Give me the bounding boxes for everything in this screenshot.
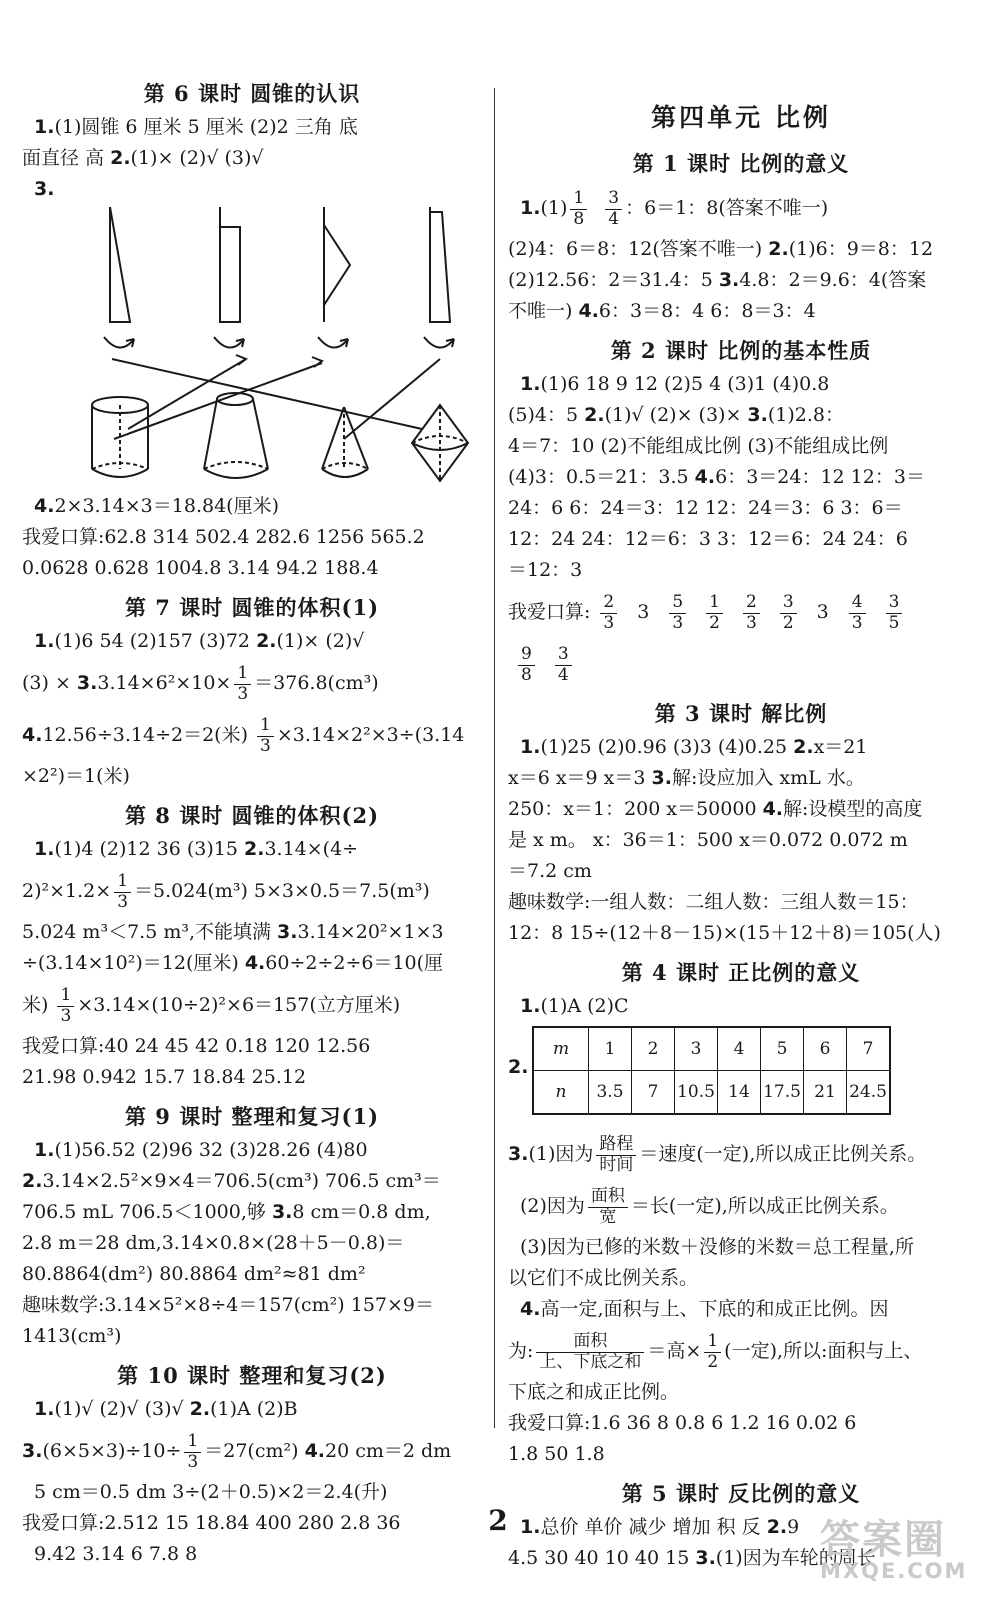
fraction: $\frac{1}{3}$ [257,716,274,756]
page-number: 2 [488,1504,508,1537]
answer-line: 80.8864(dm²) 80.8864 dm²≈81 dm² [22,1263,366,1285]
kousuan-value: 3 [816,601,829,623]
answer-line: (3) × 3.3.14×6²×10× $\frac{1}{3}$ ＝376.8(cm³) [22,662,379,704]
fraction: $\frac{2}{3}$ [600,593,617,633]
rotation-matching-figure [22,207,482,487]
table-cell: 7 [632,1071,675,1115]
table-cell: 14 [718,1071,761,1115]
answer-line: 2.8 m＝28 dm,3.14×0.8×(28＋5－0.8)＝ [22,1232,405,1254]
answer-line: (5)4：5 2.(1)√ (2)× (3)× 3.(1)2.8： [508,404,844,426]
kousuan-line: 21.98 0.942 15.7 18.84 25.12 [22,1066,307,1088]
quwei-line: 1413(cm³) [22,1325,122,1347]
answer-line: 3.(1)因为 $\frac{\text{路程}}{\text{时间}}$ ＝速度(一定),所以成正比例关系。 [508,1133,927,1175]
quwei-line: 趣味数学:一组人数：二组人数：三组人数＝15： [508,891,919,913]
section-title: 第 2 课时 比例的基本性质 [610,338,872,363]
left-column [22,70,482,1570]
fraction: $\frac{1}{2}$ [704,1332,721,1372]
fraction: $\frac{3}{4}$ [555,645,572,685]
answer-line: 5.024 m³＜7.5 m³,不能填满 3.3.14×20²×1×3 [22,921,444,943]
answer-line: 下底之和成正比例。 [508,1381,680,1403]
answer-line: ÷(3.14×10²)＝12(厘米) 4.60÷2÷2÷6＝10(厘 [22,952,444,974]
answer-line: x＝6 x＝9 x＝3 3.解:设应加入 xmL 水。 [508,767,865,789]
table-cell: 3 [675,1027,718,1071]
answer-line: 4＝7：10 (2)不能组成比例 (3)不能组成比例 [508,435,889,457]
table-row [533,1071,890,1115]
section-title: 第 10 课时 整理和复习(2) [117,1363,387,1388]
fraction: $\frac{1}{2}$ [706,593,723,633]
table-header-cell: m [533,1027,589,1071]
cone-cylinder-diagram [22,207,482,487]
proportion-table [532,1026,891,1115]
answer-line: 面直径 高 2.(1)× (2)√ (3)√ [22,147,264,169]
answer-line: 1.(1)25 (2)0.96 (3)3 (4)0.25 2.x＝21 [520,736,868,758]
answer-line: ＝7.2 cm [508,860,592,882]
kousuan-line: 0.0628 0.628 1004.8 3.14 94.2 188.4 [22,557,379,579]
fraction: $\frac{\text{路程}}{\text{时间}}$ [596,1135,636,1175]
answer-line: 4.2×3.14×3＝18.84(厘米) [34,495,279,517]
answer-line: (3)因为已修的米数＋没修的米数＝总工程量,所 [520,1236,914,1258]
table-cell: 4 [718,1027,761,1071]
fraction: $\frac{1}{3}$ [114,872,131,912]
section-title: 第 4 课时 正比例的意义 [621,960,861,985]
section-title: 第 7 课时 圆锥的体积(1) [124,595,380,620]
fraction: $\frac{5}{3}$ [669,593,686,633]
answer-line: 4.5 30 40 10 40 15 3.(1)因为车轮的周长 [508,1547,876,1569]
fraction: $\frac{4}{3}$ [849,593,866,633]
fraction: $\frac{1}{3}$ [57,986,74,1026]
answer-line: 1.(1)56.52 (2)96 32 (3)28.26 (4)80 [34,1139,368,1161]
fraction: $\frac{3}{4}$ [605,189,622,229]
answer-line: 24：6 6：24＝3：12 12：24＝3：6 3：6＝ [508,497,903,519]
answer-line: 1.总价 单价 减少 增加 积 反 2.9 [520,1516,800,1538]
section-title: 第 8 课时 圆锥的体积(2) [124,803,380,828]
table-row [533,1027,890,1071]
answer-line: 1.(1)6 18 9 12 (2)5 4 (3)1 (4)0.8 [520,373,830,395]
table-cell: 5 [761,1027,804,1071]
kousuan-value: 3 [637,601,650,623]
column-divider [494,88,495,1428]
section-title: 第 9 课时 整理和复习(1) [124,1104,380,1129]
answer-line: 1.(1)√ (2)√ (3)√ 2.(1)A (2)B [34,1398,298,1420]
answer-line: (2)12.56：2＝31.4：5 3.4.8：2＝9.6：4(答案 [508,269,927,291]
answer-line: ×2²)＝1(米) [22,765,130,787]
quwei-line: 12：8 15÷(12＋8－15)×(15＋12＋8)＝105(人) [508,922,941,944]
answer-line: 4.高一定,面积与上、下底的和成正比例。因 [520,1298,889,1320]
answer-line: (4)3：0.5＝21：3.5 4.6：3＝24：12 12：3＝ [508,466,925,488]
section-title: 第 3 课时 解比例 [654,701,828,726]
fraction: $\frac{\text{面积}}{\text{上、下底之和}}$ [536,1332,644,1372]
answer-line: 706.5 mL 706.5＜1000,够 3.8 cm＝0.8 dm, [22,1201,431,1223]
answer-line: 250：x＝1：200 x＝50000 4.解:设模型的高度 [508,798,923,820]
fraction: $\frac{1}{3}$ [234,664,251,704]
table-cell: 7 [847,1027,891,1071]
table-cell: 3.5 [589,1071,632,1115]
answer-line: 以它们不成比例关系。 [508,1267,699,1289]
answer-line: 2)²×1.2× $\frac{1}{3}$ ＝5.024(m³) 5×3×0.5＝7.5(m³) [22,870,430,912]
answer-line: (2)因为 $\frac{\text{面积}}{\text{宽}}$ ＝长(一定),所以成正比例关系。 [520,1185,899,1227]
right-column [508,70,974,1574]
table-cell: 2 [632,1027,675,1071]
answer-line: 3.(6×5×3)÷10÷ $\frac{1}{3}$ ＝27(cm²) 4.20 cm＝2 dm [22,1430,452,1472]
section-title: 第 5 课时 反比例的意义 [621,1481,861,1506]
fraction: $\frac{\text{面积}}{\text{宽}}$ [588,1187,628,1227]
answer-line: 不唯一) 4.6：3＝8：4 6：8＝3：4 [508,300,816,322]
proportion-table-block [508,1026,974,1124]
table-header-cell: n [533,1071,589,1115]
watermark-url: MXQE.COM [820,1559,968,1583]
answer-line: ＝12：3 [508,559,583,581]
watermark-logo [820,1508,990,1596]
table-cell: 6 [804,1027,847,1071]
answer-line: (2)4：6＝8：12(答案不唯一) 2.(1)6：9＝8：12 [508,238,934,260]
answer-line: 1.(1)圆锥 6 厘米 5 厘米 (2)2 三角 底 [34,116,358,138]
watermark-text: 答案圈 [820,1517,946,1563]
answer-line: 米) $\frac{1}{3}$ ×3.14×(10÷2)²×6＝157(立方厘米) [22,984,401,1026]
table-cell: 1 [589,1027,632,1071]
answer-line: 是 x m。 x：36＝1：500 x＝0.072 0.072 m [508,829,908,851]
kousuan-line: 1.8 50 1.8 [508,1443,605,1465]
fraction: $\frac{3}{2}$ [780,593,797,633]
fraction: $\frac{1}{3}$ [184,1432,201,1472]
kousuan-fraction-line: 我爱口算: $\frac{2}{3}$ 3 $\frac{5}{3}$ $\frac{1}{2}$ $\frac{2}{3}$ $\frac{3}{2}$ 3 $\frac{4}{3}$ $\frac{3}{5}$ $\frac{9}{8}$ $\frac{3}{4}$ [508,586,974,690]
kousuan-line: 我爱口算:62.8 314 502.4 282.6 1256 565.2 [22,526,425,548]
answer-line: 1.(1)6 54 (2)157 (3)72 2.(1)× (2)√ [34,630,365,652]
kousuan-line: 我爱口算:1.6 36 8 0.8 6 1.2 16 0.02 6 [508,1412,857,1434]
answer-line: 12：24 24：12＝6：3 3：12＝6：24 24：6 [508,528,908,550]
question-number: 2. [508,1056,529,1078]
answer-line: 3. [34,178,55,200]
quwei-line: 趣味数学:3.14×5²×8÷4＝157(cm²) 157×9＝ [22,1294,435,1316]
section-title: 第 1 课时 比例的意义 [632,151,850,176]
answer-line: 5 cm＝0.5 dm 3÷(2＋0.5)×2＝2.4(升) [34,1481,388,1503]
answer-line: 2.3.14×2.5²×9×4＝706.5(cm³) 706.5 cm³＝ [22,1170,441,1192]
table-cell: 24.5 [847,1071,891,1115]
kousuan-line: 9.42 3.14 6 7.8 8 [34,1543,198,1565]
section-title: 第 6 课时 圆锥的认识 [143,81,361,106]
table-cell: 21 [804,1071,847,1115]
answer-line: 1.(1) $\frac{1}{8}$ $\frac{3}{4}$ ：6＝1：8(答案不唯一) [520,187,829,229]
kousuan-line: 我爱口算:2.512 15 18.84 400 280 2.8 36 [22,1512,401,1534]
unit-title: 第四单元 比例 [651,103,831,132]
fraction: $\frac{1}{8}$ [570,189,587,229]
answer-line: 4.12.56÷3.14÷2＝2(米) $\frac{1}{3}$ ×3.14×2²×3÷(3.14 [22,714,465,756]
answer-line: 1.(1)4 (2)12 36 (3)15 2.3.14×(4÷ [34,838,359,860]
fraction: $\frac{2}{3}$ [743,593,760,633]
kousuan-line: 我爱口算:40 24 45 42 0.18 120 12.56 [22,1035,371,1057]
answer-line: 为: $\frac{\text{面积}}{\text{上、下底之和}}$ ＝高× $\frac{1}{2}$ (一定),所以:面积与上、 [508,1330,923,1372]
table-cell: 17.5 [761,1071,804,1115]
table-cell: 10.5 [675,1071,718,1115]
fraction: $\frac{9}{8}$ [518,645,535,685]
fraction: $\frac{3}{5}$ [886,593,903,633]
answer-line: 1.(1)A (2)C [520,995,629,1017]
